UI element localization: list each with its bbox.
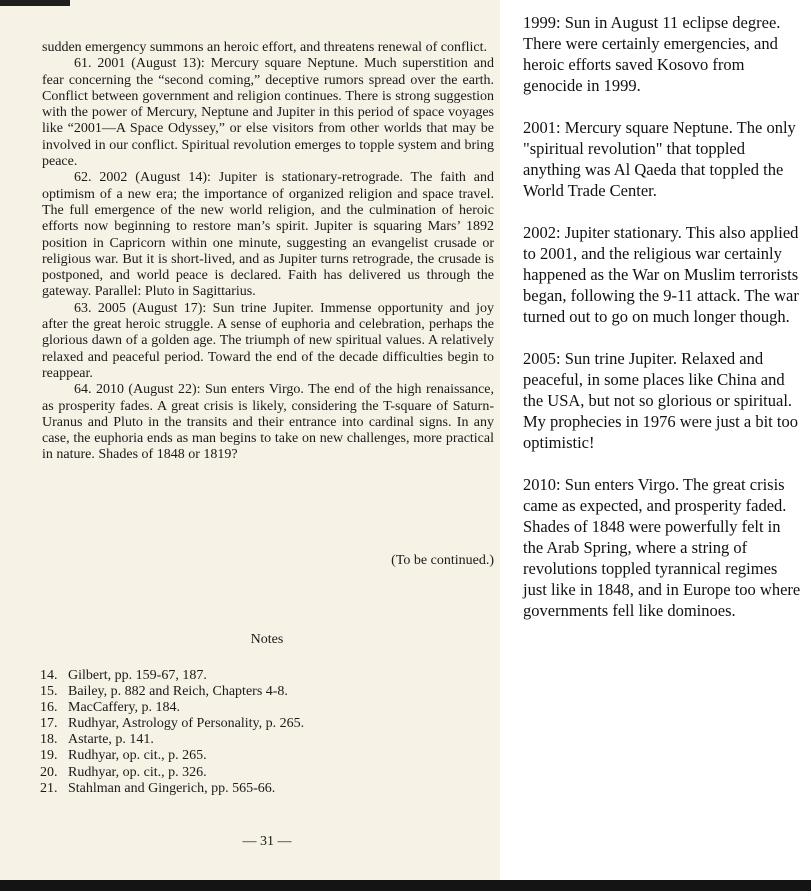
note-item <box>40 748 480 764</box>
to-be-continued: (To be continued.) <box>391 553 494 568</box>
note-text: Rudhyar, op. cit., p. 265. <box>68 748 207 764</box>
book-text <box>42 40 494 464</box>
note-number: 21. <box>40 780 58 796</box>
paragraph-continuation: sudden emergency summons an heroic effort, and threatens renewal of conflict. <box>42 40 487 55</box>
notes-list <box>40 668 480 797</box>
note-number: 18. <box>40 732 58 748</box>
commentary-2010: 2010: Sun enters Virgo. The great crisis came as expected, and prosperity faded. Shades of 1848 were powerfully felt in the Arab Spring, where a string of revolutions toppled tyrannical regimes just like in 1848, and in Europe too where governments fell like dominoes. <box>523 475 801 620</box>
scan-edge-top <box>0 0 70 6</box>
commentary-column <box>523 12 803 642</box>
scan-edge-bottom <box>0 880 811 891</box>
commentary-1999: 1999: Sun in August 11 eclipse degree. There were certainly emergencies, and heroic efforts saved Kosovo from genocide in 1999. <box>523 13 781 95</box>
note-number: 19. <box>40 748 58 764</box>
note-text: Gilbert, pp. 159-67, 187. <box>68 668 207 683</box>
note-number: 17. <box>40 716 58 732</box>
paragraph-63: 63. 2005 (August 17): Sun trine Jupiter. Immense opportunity and joy after the great heroic struggle. A sense of euphoria and celebration, perhaps the glorious dawn of a golden age. The triumph of new spiritual values. A relatively relaxed and peaceful period. Toward the end of the decade difficulties begin to reappear. <box>42 300 494 381</box>
paragraph-61: 61. 2001 (August 13): Mercury square Neptune. Much superstition and fear concerning the “second coming,” deceptive rumors spread over the earth. Conflict between government and religion continues. There is strong suggestion with the power of Mercury, Neptune and Jupiter in this period of space voyages like “2001—A Space Odyssey,” or else visitors from other worlds that may be involved in our conflict. Spiritual revolution emerges to topple system and bring peace. <box>42 56 494 170</box>
commentary-2002: 2002: Jupiter stationary. This also applied to 2001, and the religious war certainly happened as the War on Muslim terrorists began, following the 9-11 attack. The war turned out to go on much longer though. <box>523 223 799 326</box>
note-text: Astarte, p. 141. <box>68 732 154 748</box>
note-item <box>40 765 480 781</box>
note-item <box>40 668 480 684</box>
note-item <box>40 716 480 732</box>
note-text: Stahlman and Gingerich, pp. 565-66. <box>68 780 276 796</box>
note-item <box>40 684 480 700</box>
paragraph-64: 64. 2010 (August 22): Sun enters Virgo. The end of the high renaissance, as prosperity fades. A great crisis is likely, considering the T-square of Saturn-Uranus and Pluto in the transits and their entrance into cardinal signs. In any case, the euphoria ends as man begins to take on new challenges, more practical in nature. Shades of 1848 or 1819? <box>42 382 494 463</box>
note-text: Rudhyar, Astrology of Personality, p. 265. <box>68 716 305 732</box>
note-number: 15. <box>40 684 58 700</box>
page-number: — 31 — <box>242 834 292 849</box>
paragraph-62: 62. 2002 (August 14): Jupiter is stationary-retrograde. The faith and optimism of a new era; the importance of organized religion and space travel. The full emergence of the new world religion, and the culmination of heroic efforts now beginning to restore man’s spirit. Jupiter is squaring Mars’ 1892 position in Capricorn within one minute, suggesting an evangelist crusade or religious war. But it is short-lived, and as Jupiter turns retrograde, the crusade is postponed, and world peace is declared. Faith has delivered us through the gateway. Parallel: Pluto in Sagittarius. <box>42 170 494 300</box>
note-number: 20. <box>40 764 58 780</box>
note-text: Bailey, p. 882 and Reich, Chapters 4-8. <box>68 684 288 700</box>
note-item <box>40 781 480 797</box>
commentary-2005: 2005: Sun trine Jupiter. Relaxed and peaceful, in some places like China and the USA, but not so glorious or spiritual. My prophecies in 1976 were just a bit too optimistic! <box>523 349 798 452</box>
note-text: Rudhyar, op. cit., p. 326. <box>68 764 207 780</box>
note-text: MacCaffery, p. 184. <box>68 700 180 716</box>
note-number: 14. <box>40 668 58 683</box>
note-item <box>40 732 480 748</box>
note-number: 16. <box>40 700 58 716</box>
commentary-2001: 2001: Mercury square Neptune. The only "spiritual revolution" that toppled anything was Al Qaeda that toppled the World Trade Center. <box>523 118 796 200</box>
note-item <box>40 700 480 716</box>
notes-heading: Notes <box>250 632 284 647</box>
